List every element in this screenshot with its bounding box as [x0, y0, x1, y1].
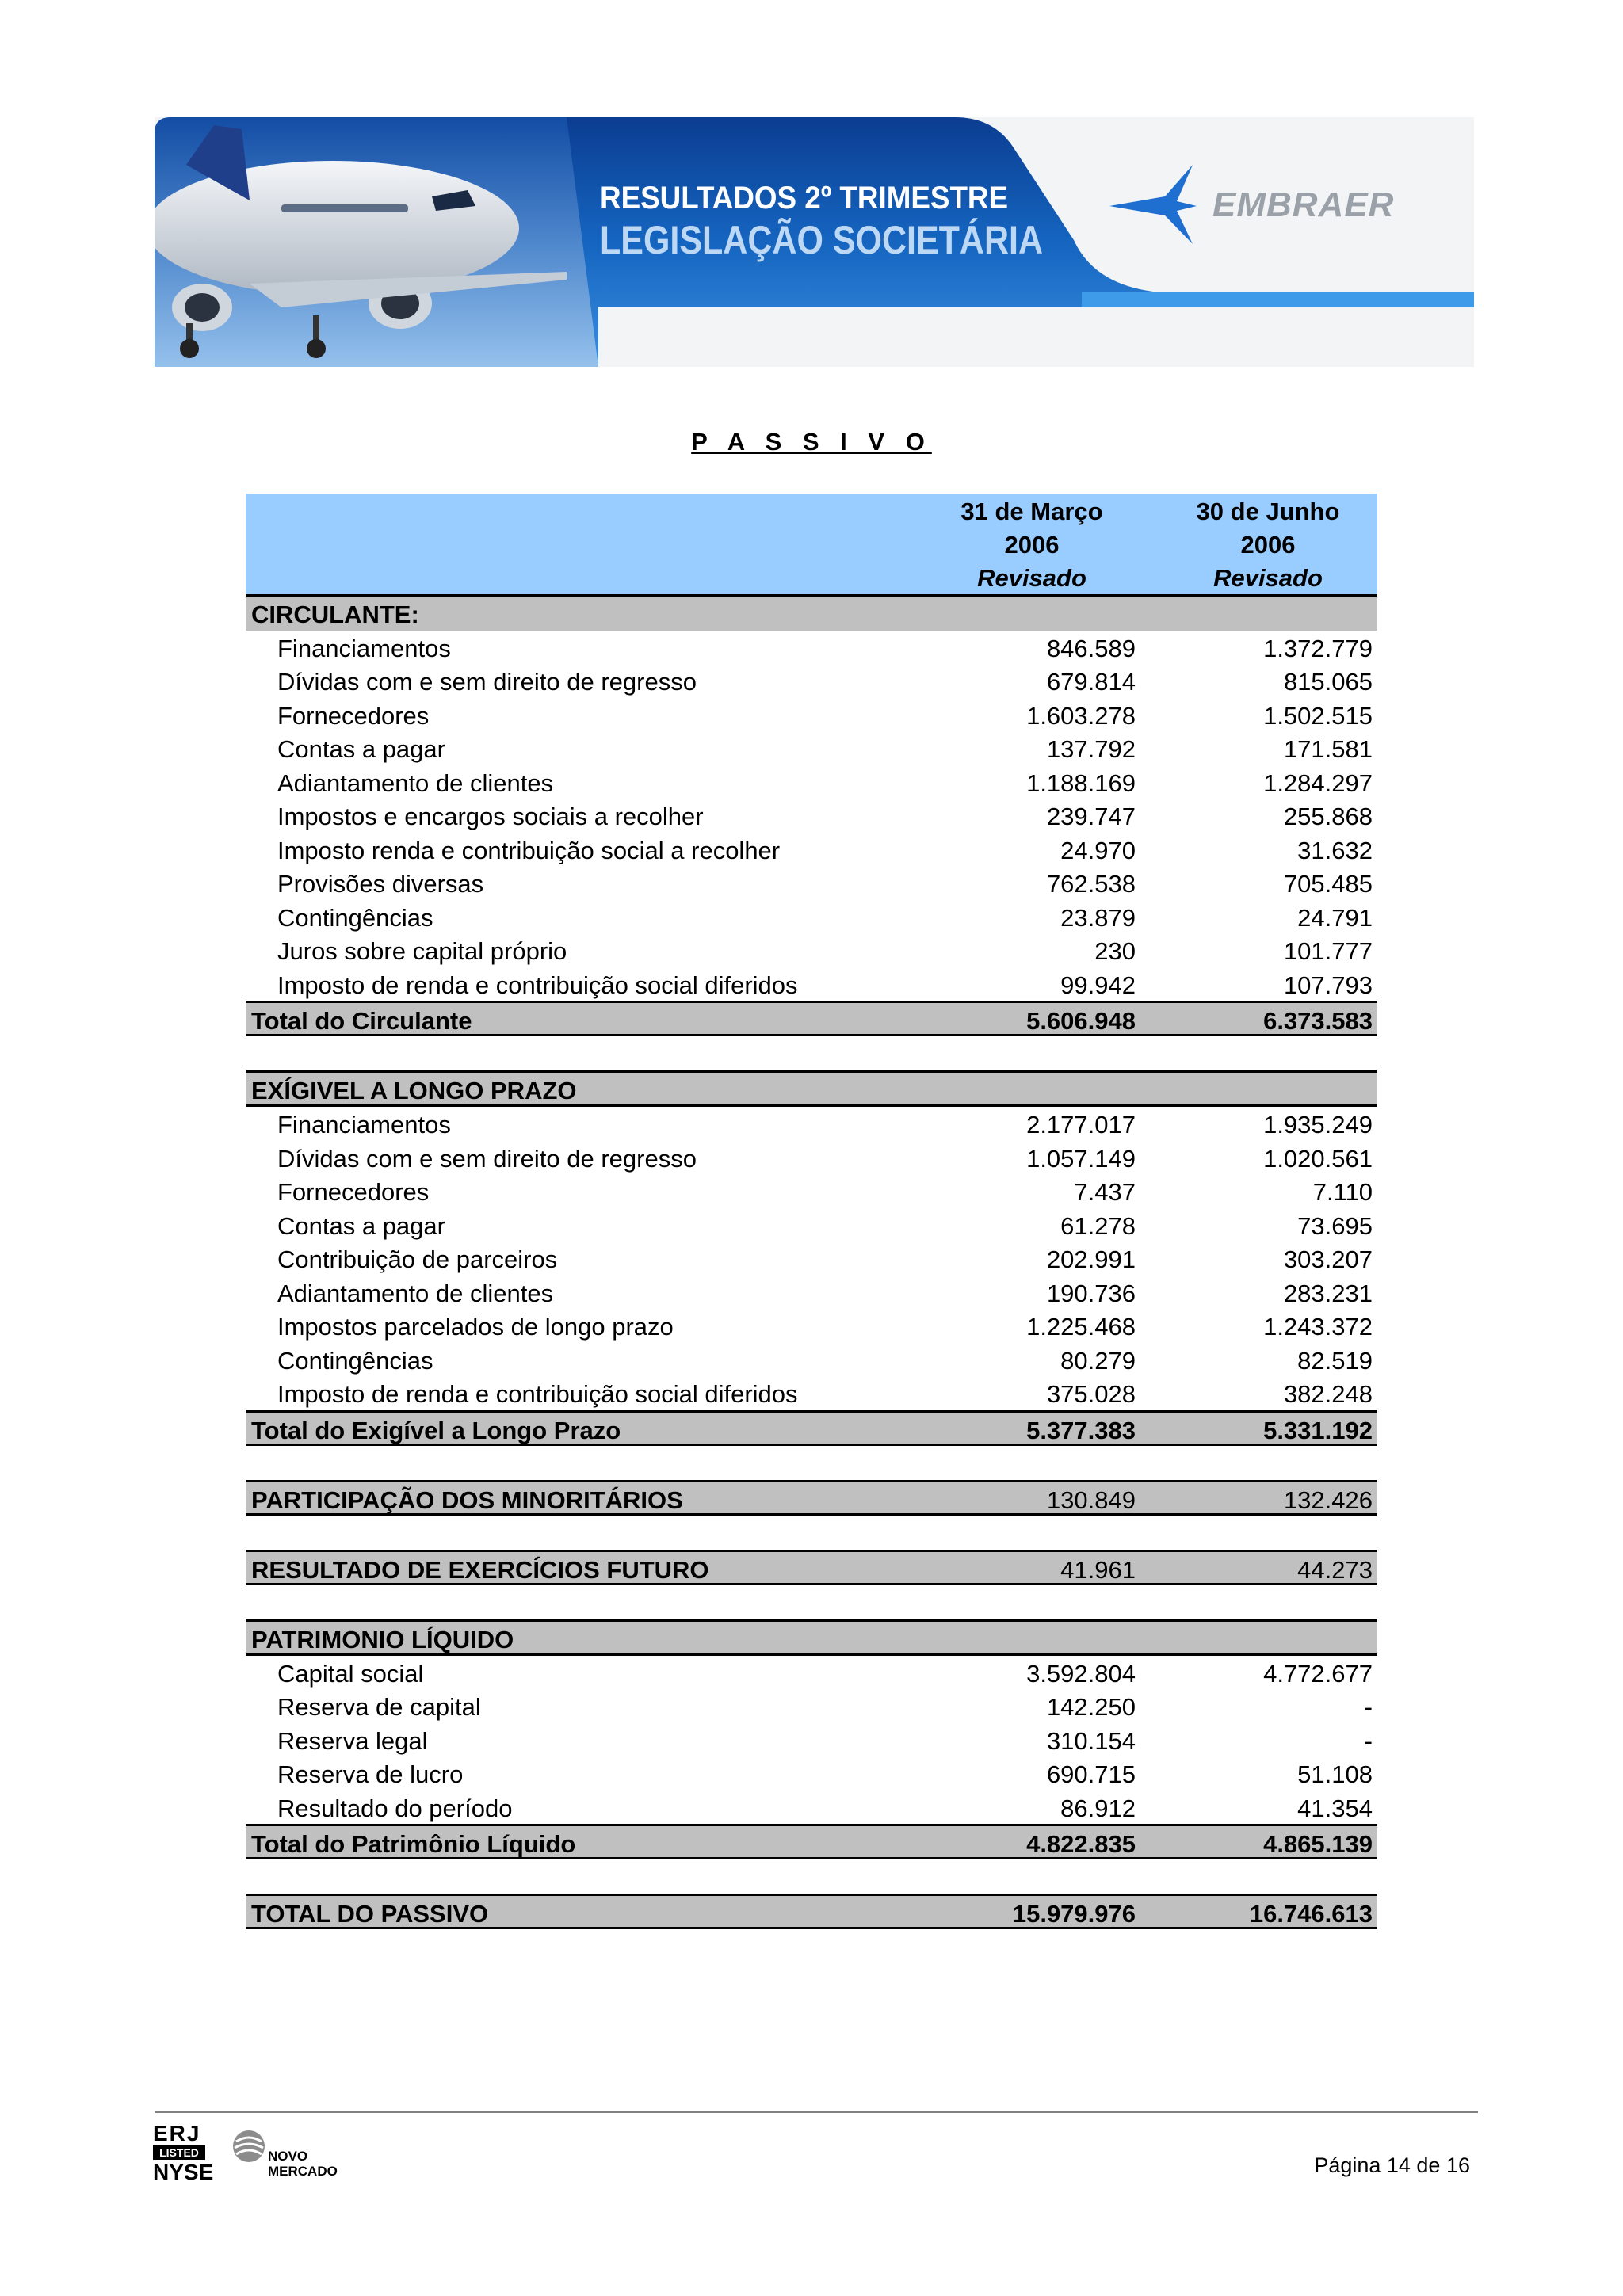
- table-row: [246, 1208, 1377, 1242]
- value-june: 51.108: [1297, 1760, 1373, 1788]
- column-status: Revisado: [977, 564, 1086, 592]
- table-row: [246, 1343, 1377, 1377]
- table-row: [246, 866, 1377, 900]
- table-row: [246, 1689, 1377, 1723]
- value-june: 283.231: [1283, 1279, 1373, 1307]
- total-value-march: 5.606.948: [1026, 1007, 1136, 1035]
- nyse-label: NYSE: [153, 2160, 214, 2184]
- value-march: 3.592.804: [1026, 1659, 1136, 1688]
- value-june: 1.243.372: [1263, 1313, 1373, 1341]
- table-row: [246, 1241, 1377, 1276]
- row-label: Reserva de lucro: [277, 1760, 464, 1788]
- row-label: Contas a pagar: [277, 735, 445, 763]
- value-march: 130.849: [1046, 1486, 1136, 1514]
- total-value-march: 15.979.976: [1012, 1900, 1136, 1928]
- value-march: 190.736: [1046, 1279, 1136, 1307]
- value-march: 24.970: [1060, 836, 1136, 864]
- row-label: Imposto de renda e contribuição social diferidos: [277, 971, 798, 999]
- row-label: Dívidas com e sem direito de regresso: [277, 1144, 697, 1173]
- value-march: 1.225.468: [1026, 1313, 1136, 1341]
- row-label: Contas a pagar: [277, 1211, 445, 1240]
- value-june: 1.372.779: [1263, 634, 1373, 662]
- circulante-rows: [246, 631, 1377, 1001]
- total-value-march: 4.822.835: [1026, 1830, 1136, 1858]
- table-row: [246, 1791, 1377, 1825]
- value-march: 1.603.278: [1026, 701, 1136, 730]
- erj-nyse-logo: [153, 2121, 214, 2185]
- value-march: 310.154: [1046, 1726, 1136, 1755]
- table-row: [246, 664, 1377, 698]
- listed-label: LISTED: [153, 2145, 205, 2160]
- value-june: 73.695: [1297, 1211, 1373, 1240]
- row-label: Capital social: [277, 1659, 424, 1688]
- value-june: -: [1364, 1726, 1373, 1755]
- row-label: Adiantamento de clientes: [277, 769, 554, 797]
- row-label: Provisões diversas: [277, 870, 484, 898]
- value-march: 86.912: [1060, 1794, 1136, 1822]
- novo-mercado-text: [268, 2149, 338, 2179]
- footer-divider: [155, 2111, 1478, 2113]
- row-label: Fornecedores: [277, 701, 430, 730]
- row-label: Financiamentos: [277, 634, 451, 662]
- value-june: 101.777: [1283, 937, 1373, 965]
- table-row: [246, 631, 1377, 665]
- total-value-june: 16.746.613: [1249, 1900, 1373, 1928]
- row-label: Contingências: [277, 903, 433, 932]
- header-title-line2: LEGISLAÇÃO SOCIETÁRIA: [600, 218, 1044, 262]
- row-label: Financiamentos: [277, 1111, 451, 1138]
- value-june: 303.207: [1283, 1245, 1373, 1273]
- row-label: Imposto de renda e contribuição social diferidos: [277, 1380, 798, 1408]
- value-march: 80.279: [1060, 1346, 1136, 1375]
- exigivel-rows: [246, 1107, 1377, 1410]
- value-march: 142.250: [1046, 1693, 1136, 1721]
- row-label: Reserva legal: [277, 1726, 428, 1755]
- total-value-june: 6.373.583: [1263, 1007, 1373, 1035]
- column-status: Revisado: [1213, 564, 1323, 592]
- value-june: 44.273: [1297, 1555, 1373, 1584]
- column-header-march: [914, 495, 1150, 595]
- total-row-circulante: [246, 1001, 1377, 1036]
- row-label: Imposto renda e contribuição social a recolher: [277, 836, 781, 864]
- table-row: [246, 1276, 1377, 1310]
- table-row: [246, 765, 1377, 799]
- table-row: [246, 967, 1377, 1001]
- value-march: 239.747: [1046, 803, 1136, 830]
- total-passivo-row: [246, 1894, 1377, 1929]
- row-label: Dívidas com e sem direito de regresso: [277, 668, 697, 696]
- total-row-exigivel: [246, 1410, 1377, 1446]
- table-row: [246, 933, 1377, 967]
- value-march: 1.057.149: [1026, 1144, 1136, 1173]
- table-row: [246, 1656, 1377, 1690]
- table-row: [246, 731, 1377, 765]
- patrimonio-rows: [246, 1656, 1377, 1825]
- row-label: Impostos parcelados de longo prazo: [277, 1313, 674, 1341]
- value-june: 171.581: [1283, 735, 1373, 763]
- value-march: 375.028: [1046, 1380, 1136, 1408]
- value-june: 132.426: [1283, 1486, 1373, 1514]
- row-label: Impostos e encargos sociais a recolher: [277, 803, 704, 830]
- table-row: [246, 900, 1377, 934]
- row-label: Contingências: [277, 1346, 433, 1375]
- section-title: P A S S I V O: [691, 428, 932, 456]
- row-label: PARTICIPAÇÃO DOS MINORITÁRIOS: [251, 1486, 683, 1514]
- erj-ticker: ERJ: [153, 2121, 201, 2145]
- value-march: 762.538: [1046, 870, 1136, 898]
- row-resultado-futuro: [246, 1550, 1377, 1585]
- value-june: 1.935.249: [1263, 1111, 1373, 1138]
- total-label: Total do Patrimônio Líquido: [251, 1830, 576, 1858]
- total-label: TOTAL DO PASSIVO: [251, 1900, 489, 1928]
- value-march: 1.188.169: [1026, 769, 1136, 797]
- total-row-patrimonio: [246, 1824, 1377, 1859]
- table-row: [246, 833, 1377, 867]
- row-minoritarios: [246, 1480, 1377, 1516]
- embraer-logo-icon: [1109, 165, 1197, 244]
- value-march: 61.278: [1060, 1211, 1136, 1240]
- table-row: [246, 1174, 1377, 1208]
- value-june: 255.868: [1283, 803, 1373, 830]
- table-row: [246, 1723, 1377, 1757]
- value-june: 382.248: [1283, 1380, 1373, 1408]
- header-title-line1: RESULTADOS 2º TRIMESTRE: [600, 181, 1009, 215]
- row-label: Juros sobre capital próprio: [277, 937, 567, 965]
- table-header: [246, 494, 1377, 597]
- value-june: 705.485: [1283, 870, 1373, 898]
- total-value-june: 4.865.139: [1263, 1830, 1373, 1858]
- total-label: Total do Exigível a Longo Prazo: [251, 1416, 621, 1444]
- value-june: 31.632: [1297, 836, 1373, 864]
- row-label: Reserva de capital: [277, 1693, 481, 1721]
- value-june: 24.791: [1297, 903, 1373, 932]
- value-june: 1.284.297: [1263, 769, 1373, 797]
- value-march: 99.942: [1060, 971, 1136, 999]
- page-number: Página 14 de 16: [1314, 2153, 1470, 2177]
- total-value-june: 5.331.192: [1263, 1416, 1373, 1444]
- column-year: 2006: [1240, 531, 1296, 559]
- balance-sheet-table: [246, 494, 1377, 1929]
- value-march: 137.792: [1046, 735, 1136, 763]
- column-year: 2006: [1004, 531, 1060, 559]
- header-banner: [155, 117, 1474, 367]
- value-june: 82.519: [1297, 1346, 1373, 1375]
- value-june: 4.772.677: [1263, 1659, 1373, 1688]
- mercado-label: MERCADO: [268, 2164, 338, 2179]
- value-june: 41.354: [1297, 1794, 1373, 1822]
- novo-label: NOVO: [268, 2149, 308, 2164]
- row-label: Adiantamento de clientes: [277, 1279, 554, 1307]
- section-heading-patrimonio: [246, 1619, 1377, 1656]
- total-label: Total do Circulante: [251, 1007, 472, 1035]
- row-label: Contribuição de parceiros: [277, 1245, 558, 1273]
- value-march: 690.715: [1046, 1760, 1136, 1788]
- value-march: 679.814: [1046, 668, 1136, 696]
- row-label: Fornecedores: [277, 1178, 430, 1206]
- value-march: 230: [1094, 937, 1136, 965]
- table-row: [246, 799, 1377, 833]
- table-row: [246, 1141, 1377, 1175]
- row-label: Resultado do período: [277, 1794, 513, 1822]
- table-row: [246, 1376, 1377, 1410]
- value-march: 202.991: [1046, 1245, 1136, 1273]
- section-heading-circulante: [246, 597, 1377, 631]
- value-march: 846.589: [1046, 634, 1136, 662]
- section-label: EXÍGIVEL A LONGO PRAZO: [251, 1077, 577, 1104]
- column-header-june: [1150, 495, 1386, 595]
- total-value-march: 5.377.383: [1026, 1416, 1136, 1444]
- column-period: 31 de Março: [960, 498, 1103, 525]
- value-june: 107.793: [1283, 971, 1373, 999]
- value-june: 815.065: [1283, 668, 1373, 696]
- value-june: 1.020.561: [1263, 1144, 1373, 1173]
- table-row: [246, 1107, 1377, 1141]
- column-period: 30 de Junho: [1196, 498, 1340, 525]
- value-march: 2.177.017: [1026, 1111, 1136, 1138]
- value-march: 41.961: [1060, 1555, 1136, 1584]
- value-june: 7.110: [1312, 1178, 1373, 1206]
- value-june: -: [1364, 1693, 1373, 1721]
- row-label: RESULTADO DE EXERCÍCIOS FUTURO: [251, 1555, 709, 1584]
- section-label: CIRCULANTE:: [251, 601, 419, 628]
- table-row: [246, 1309, 1377, 1343]
- value-march: 7.437: [1074, 1178, 1136, 1206]
- table-row: [246, 698, 1377, 732]
- section-label: PATRIMONIO LÍQUIDO: [251, 1625, 514, 1653]
- value-march: 23.879: [1060, 903, 1136, 932]
- table-row: [246, 1756, 1377, 1791]
- brand-name: EMBRAER: [1212, 185, 1395, 224]
- value-june: 1.502.515: [1263, 701, 1373, 730]
- section-heading-exigivel: [246, 1070, 1377, 1107]
